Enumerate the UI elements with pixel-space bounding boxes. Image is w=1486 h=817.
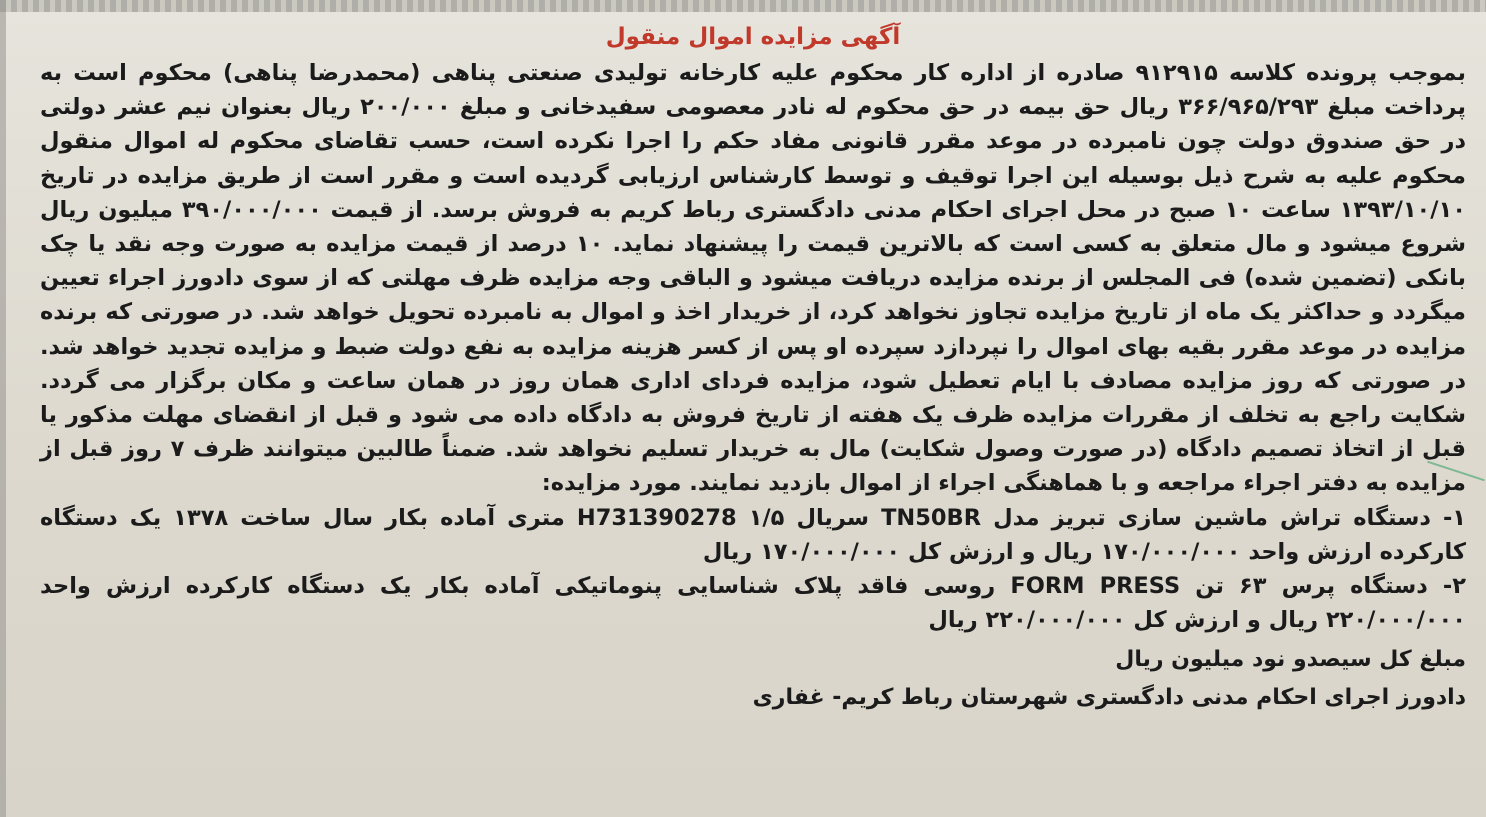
notice-title: آگهی مزایده اموال منقول (605, 24, 901, 50)
notice-body: بموجب پرونده کلاسه ۹۱۲۹۱۵ صادره از اداره کار محکوم علیه کارخانه تولیدی صنعتی پناهی (محمدرضا پناهی) محکوم است به پرداخت مبلغ ۳۶۶/۹۶۵/۲۹۳ ریال حق بیمه در حق محکوم له نادر معصومی سفیدخانی و مبلغ ۲۰۰/۰۰۰ ریال بعنوان نیم عشر دولتی در حق صندوق دولت چون نامبرده در موعد مقرر قانونی مفاد حکم را اجرا نکرده است، حسب تقاضای محکوم له اموال منقول محکوم علیه به شرح ذیل بوسیله این اجرا توقیف و توسط کارشناس ارزیابی گردیده است و مقرر است از طریق مزایده در تاریخ ۱۳۹۳/۱۰/۱۰ ساعت ۱۰ صبح در محل اجرای احکام مدنی دادگستری رباط کریم به فروش برسد. از قیمت ۳۹۰/۰۰۰/۰۰۰ میلیون ریال شروع میشود و مال متعلق به کسی است که بالاترین قیمت را پیشنهاد نماید. ۱۰ درصد از قیمت مزایده به صورت وجه نقد یا چک بانکی (تضمین شده) فی المجلس از برنده مزایده دریافت میشود و الباقی وجه مزایده ظرف مهلتی که از سوی دادورز اجراء تعیین میگردد و حداکثر یک ماه از تاریخ مزایده تجاوز نخواهد کرد، از خریدار اخذ و اموال به نامبرده تحویل خواهد شد. در صورتی که برنده مزایده در موعد مقرر بقیه بهای اموال را نپردازد سپرده او پس از کسر هزینه مزایده به نفع دولت ضبط و مزایده تجدید خواهد شد. در صورتی که روز مزایده مصادف با ایام تعطیل شود، مزایده فردای اداری همان روز در همان ساعت و مکان برگزار می گردد. شکایت راجع به تخلف از مقررات مزایده ظرف یک هفته از تاریخ فروش به دادگاه داده می شود و قبل از انقضای مهلت مذکور یا قبل از اتخاذ تصمیم دادگاه (در صورت وصول شکایت) مال به خریدار تسلیم نخواهد شد. ضمناً طالبین میتوانند ظرف ۷ روز قبل از مزایده به دفتر اجراء مراجعه و با هماهنگی اجراء از اموال بازدید نمایند. مورد مزایده: (40, 60, 1467, 497)
issuer-signature: دادورز اجرای احکام مدنی دادگستری شهرستان رباط کریم- غفاری (752, 685, 1466, 711)
total-amount: مبلغ کل سیصدو نود میلیون ریال (1115, 647, 1466, 673)
page-edge (0, 0, 6, 817)
auction-item-1: ۱- دستگاه تراش ماشین سازی تبریز مدل TN50BR سریال H731390278 ۱/۵ متری آماده بکار سال ساخت ۱۳۷۸ یک دستگاه کارکرده ارزش واحد ۱۷۰/۰۰۰/۰۰۰ ریال و ارزش کل ۱۷۰/۰۰۰/۰۰۰ ریال (40, 504, 1467, 565)
auction-notice (10, 10, 1486, 817)
auction-item-2: ۲- دستگاه پرس ۶۳ تن FORM PRESS روسی فاقد پلاک شناسایی پنوماتیکی آماده بکار یک دستگاه کارکرده ارزش واحد ۲۲۰/۰۰۰/۰۰۰ ریال و ارزش کل ۲۲۰/۰۰۰/۰۰۰ ریال (40, 573, 1466, 634)
